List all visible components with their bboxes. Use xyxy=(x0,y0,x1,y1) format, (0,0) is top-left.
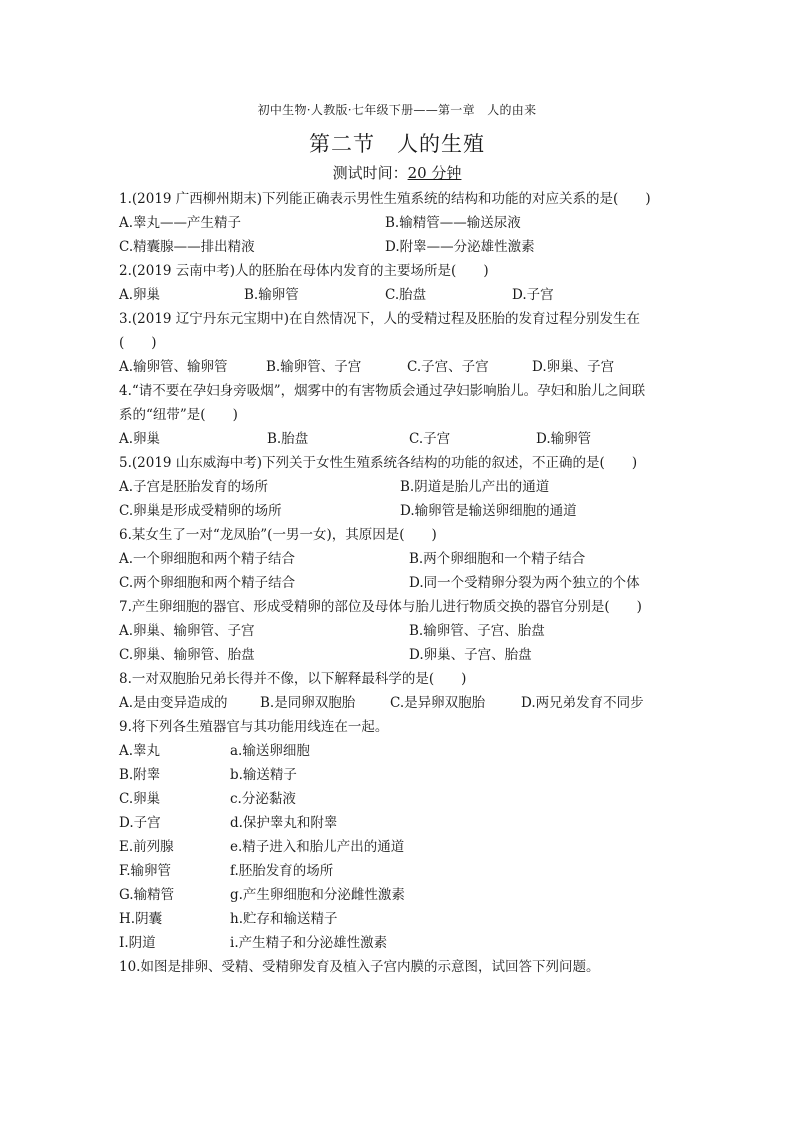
organ-label: H.阴囊 xyxy=(119,911,163,927)
question-8-options xyxy=(119,691,679,715)
option-b: B.输卵管 xyxy=(244,287,299,303)
organ-label: F.输卵管 xyxy=(119,863,172,879)
matching-row xyxy=(119,859,679,883)
question-3-stem: 3.(2019 辽宁丹东元宝期中)在自然情况下，人的受精过程及胚胎的发育过程分别发生在 xyxy=(119,311,641,327)
question-6-options-row2 xyxy=(119,571,679,595)
matching-row xyxy=(119,739,679,763)
question-4-stem-cont: 系的“纽带”是( ) xyxy=(119,407,238,423)
option-c: C.卵巢、输卵管、胎盘 xyxy=(119,647,255,663)
question-1-options-row2 xyxy=(119,235,679,259)
option-a: A.子宫是胚胎发育的场所 xyxy=(119,479,269,495)
matching-row xyxy=(119,787,679,811)
question-1-options-row1 xyxy=(119,211,679,235)
option-b: B.输卵管、子宫、胎盘 xyxy=(409,623,545,639)
option-d: D.附睾——分泌雄性激素 xyxy=(385,239,535,255)
option-b: B.胎盘 xyxy=(267,431,309,447)
function-label: g.产生卵细胞和分泌雌性激素 xyxy=(230,887,405,903)
organ-label: A.睾丸 xyxy=(119,743,161,759)
option-c: C.卵巢是形成受精卵的场所 xyxy=(119,503,282,519)
running-header: 初中生物·人教版·七年级下册——第一章 人的由来 xyxy=(257,103,537,117)
option-a: A.卵巢、输卵管、子宫 xyxy=(119,623,255,639)
function-label: f.胚胎发育的场所 xyxy=(230,863,334,879)
option-c: C.是异卵双胞胎 xyxy=(390,695,486,711)
test-time-value: 20 分钟 xyxy=(407,164,462,182)
option-d: D.卵巢、子宫、胎盘 xyxy=(409,647,532,663)
test-time-label: 测试时间： xyxy=(332,164,408,182)
option-a: A.一个卵细胞和两个精子结合 xyxy=(119,551,296,567)
option-a: A.卵巢 xyxy=(119,287,161,303)
option-a: A.卵巢 xyxy=(119,431,161,447)
question-2-options xyxy=(119,283,679,307)
option-c: C.子宫 xyxy=(409,431,451,447)
question-7-options-row2 xyxy=(119,643,679,667)
organ-label: G.输精管 xyxy=(119,887,175,903)
question-6-options-row1 xyxy=(119,547,679,571)
question-4-options xyxy=(119,427,679,451)
option-d: D.卵巢、子宫 xyxy=(532,359,615,375)
question-9-stem: 9.将下列各生殖器官与其功能用线连在一起。 xyxy=(119,719,389,735)
question-3-options xyxy=(119,355,679,379)
matching-row xyxy=(119,883,679,907)
option-c: C.胎盘 xyxy=(385,287,427,303)
question-7-options-row1 xyxy=(119,619,679,643)
option-c: C.精囊腺——排出精液 xyxy=(119,239,255,255)
question-list xyxy=(119,187,679,979)
function-label: e.精子进入和胎儿产出的通道 xyxy=(230,839,405,855)
option-a: A.睾丸——产生精子 xyxy=(119,215,242,231)
function-label: i.产生精子和分泌雄性激素 xyxy=(230,935,388,951)
option-c: C.子宫、子宫 xyxy=(407,359,489,375)
option-b: B.阴道是胎儿产出的通道 xyxy=(400,479,550,495)
option-a: A.输卵管、输卵管 xyxy=(119,359,228,375)
organ-label: B.附睾 xyxy=(119,767,161,783)
question-7-stem: 7.产生卵细胞的器官、形成受精卵的部位及母体与胎儿进行物质交换的器官分别是( ) xyxy=(119,599,642,615)
option-b: B.输卵管、子宫 xyxy=(266,359,362,375)
function-label: a.输送卵细胞 xyxy=(230,743,310,759)
question-5-options-row2 xyxy=(119,499,679,523)
section-title: 第二节 人的生殖 xyxy=(309,132,485,156)
function-label: b.输送精子 xyxy=(230,767,297,783)
matching-row xyxy=(119,811,679,835)
function-label: h.贮存和输送精子 xyxy=(230,911,338,927)
option-a: A.是由变异造成的 xyxy=(119,695,228,711)
question-10-stem: 10.如图是排卵、受精、受精卵发育及植入子宫内膜的示意图，试回答下列问题。 xyxy=(119,959,600,975)
function-label: c.分泌黏液 xyxy=(230,791,296,807)
option-b: B.两个卵细胞和一个精子结合 xyxy=(409,551,586,567)
organ-label: I.阴道 xyxy=(119,935,156,951)
question-5-options-row1 xyxy=(119,475,679,499)
matching-row xyxy=(119,907,679,931)
function-label: d.保护睾丸和附睾 xyxy=(230,815,338,831)
question-3-stem-cont: ( ) xyxy=(119,335,157,351)
option-c: C.两个卵细胞和两个精子结合 xyxy=(119,575,296,591)
option-d: D.同一个受精卵分裂为两个独立的个体 xyxy=(409,575,640,591)
question-6-stem: 6.某女生了一对“龙凤胎”(一男一女)，其原因是( ) xyxy=(119,527,437,543)
organ-label: C.卵巢 xyxy=(119,791,161,807)
matching-row xyxy=(119,763,679,787)
organ-label: E.前列腺 xyxy=(119,839,174,855)
organ-label: D.子宫 xyxy=(119,815,161,831)
option-d: D.输卵管是输送卵细胞的通道 xyxy=(400,503,577,519)
test-time xyxy=(0,162,794,183)
question-2-stem: 2.(2019 云南中考)人的胚胎在母体内发育的主要场所是( ) xyxy=(119,263,489,279)
option-d: D.输卵管 xyxy=(536,431,592,447)
option-b: B.是同卵双胞胎 xyxy=(260,695,356,711)
question-5-stem: 5.(2019 山东威海中考)下列关于女性生殖系统各结构的功能的叙述，不正确的是( ) xyxy=(119,455,638,471)
question-8-stem: 8.一对双胞胎兄弟长得并不像，以下解释最科学的是( ) xyxy=(119,671,467,687)
matching-row xyxy=(119,835,679,859)
question-1-stem: 1.(2019 广西柳州期末)下列能正确表示男性生殖系统的结构和功能的对应关系的是( ) xyxy=(119,191,651,207)
option-b: B.输精管——输送尿液 xyxy=(385,215,521,231)
option-d: D.子宫 xyxy=(512,287,554,303)
matching-row xyxy=(119,931,679,955)
question-4-stem: 4.“请不要在孕妇身旁吸烟”，烟雾中的有害物质会通过孕妇影响胎儿。孕妇和胎儿之间联 xyxy=(119,383,646,399)
option-d: D.两兄弟发育不同步 xyxy=(521,695,644,711)
